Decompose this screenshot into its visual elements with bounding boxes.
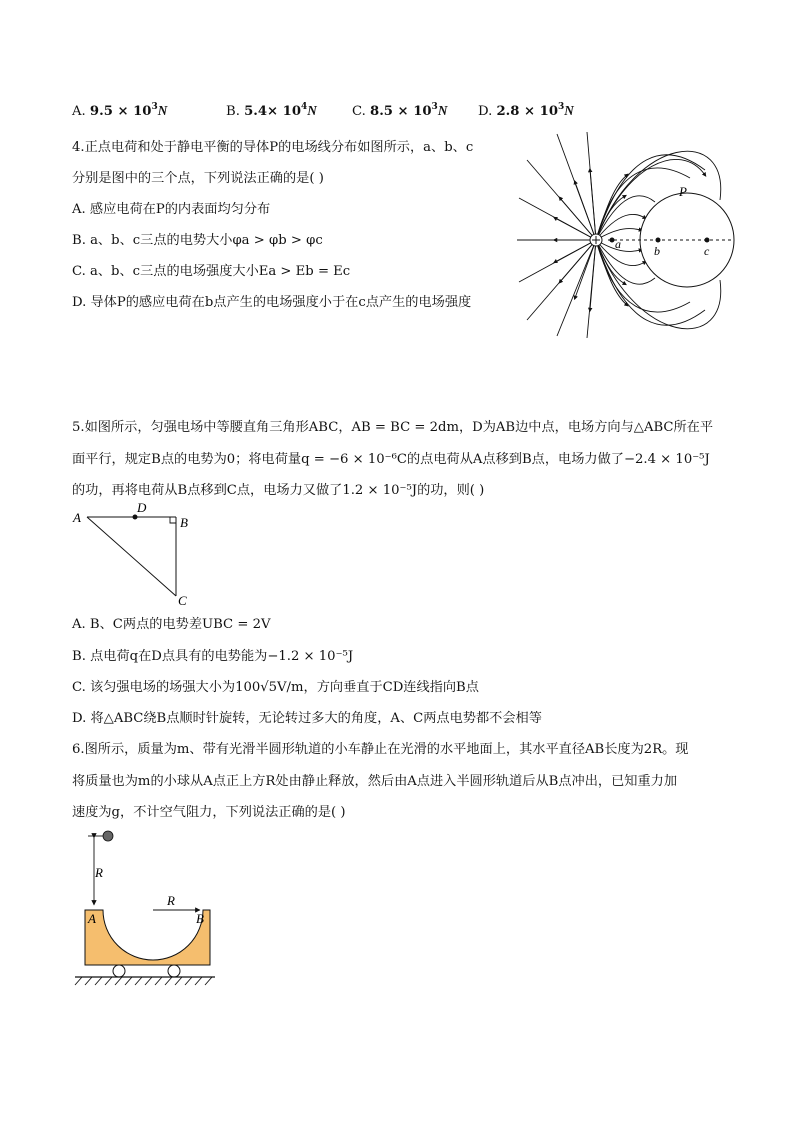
- q4-stem-line1: 4.正点电荷和处于静电平衡的导体P的电场线分布如图所示，a、b、c: [72, 140, 474, 155]
- triangle-figure: [70, 500, 200, 610]
- svg-text:B: B: [180, 515, 188, 530]
- q3-option-b: B. $5.4\times 10^4N$: [226, 102, 317, 119]
- q3-option-d: D. $2.8 \times 10^3N$: [478, 102, 574, 119]
- q4-option-a: A. 感应电荷在P的内表面均匀分布: [72, 202, 271, 217]
- q4-option-d: D. 导体P的感应电荷在b点产生的电场强度小于在c点产生的电场强度: [72, 295, 472, 310]
- q3-option-c: C. $8.5 \times 10^3N$: [352, 102, 448, 119]
- svg-text:A: A: [73, 510, 81, 525]
- point-b: [656, 238, 661, 243]
- q6-stem-line2: 将质量也为m的小球从A点正上方R处由静止释放，然后由A点进入半圆形轨道后从B点冲出，已知重力加: [72, 774, 678, 789]
- q5-option-a: A. B、C两点的电势差UBC = 2V: [72, 617, 271, 632]
- q6-stem-line3: 速度为g，不计空气阻力，下列说法正确的是( ): [72, 805, 346, 820]
- q4-option-b: B. a、b、c三点的电势大小φa > φb > φc: [72, 233, 323, 248]
- ball: [103, 831, 113, 841]
- q4-option-c: C. a、b、c三点的电场强度大小Ea > Eb = Ec: [72, 264, 351, 279]
- field-line-figure: [515, 130, 745, 340]
- q5-option-d: D. 将△ABC绕B点顺时针旋转，无论转过多大的角度，A、C两点电势都不会相等: [72, 711, 542, 726]
- cart-body: [85, 910, 210, 965]
- point-a: [610, 238, 615, 243]
- q4-stem-line2: 分别是图中的三个点，下列说法正确的是( ): [72, 171, 324, 186]
- q3-option-a: A. $9.5 \times 10^3N$: [72, 102, 168, 119]
- svg-text:R: R: [167, 893, 175, 908]
- label-P: P: [679, 184, 687, 199]
- q5-stem-line1: 5.如图所示，匀强电场中等腰直角三角形ABC，AB = BC = 2dm，D为AB边中点，电场方向与△ABC所在平: [72, 420, 714, 435]
- q5-option-c: C. 该匀强电场的场强大小为100√5V/m，方向垂直于CD连线指向B点: [72, 680, 479, 695]
- point-D: [133, 515, 138, 520]
- label-c: c: [704, 244, 710, 258]
- svg-text:C: C: [178, 593, 187, 608]
- q5-option-b: B. 点电荷q在D点具有的电势能为−1.2 × 10⁻⁵J: [72, 649, 354, 664]
- svg-text:R: R: [95, 865, 103, 880]
- cart-figure: [70, 825, 220, 990]
- q6-stem-line1: 6.图所示，质量为m、带有光滑半圆形轨道的小车静止在光滑的水平地面上，其水平直径AB长度为2R。现: [72, 742, 689, 757]
- label-a: a: [615, 237, 621, 251]
- label-b: b: [654, 244, 660, 258]
- svg-text:A: A: [88, 911, 96, 926]
- point-c: [705, 238, 710, 243]
- svg-text:D: D: [137, 500, 147, 515]
- q5-stem-line2: 面平行，规定B点的电势为0；将电荷量q = −6 × 10⁻⁶C的点电荷从A点移到B点，电场力做了−2.4 × 10⁻⁵J: [72, 452, 710, 467]
- svg-text:B: B: [196, 911, 204, 926]
- q5-stem-line3: 的功，再将电荷从B点移到C点，电场力又做了1.2 × 10⁻⁵J的功，则( ): [72, 483, 485, 498]
